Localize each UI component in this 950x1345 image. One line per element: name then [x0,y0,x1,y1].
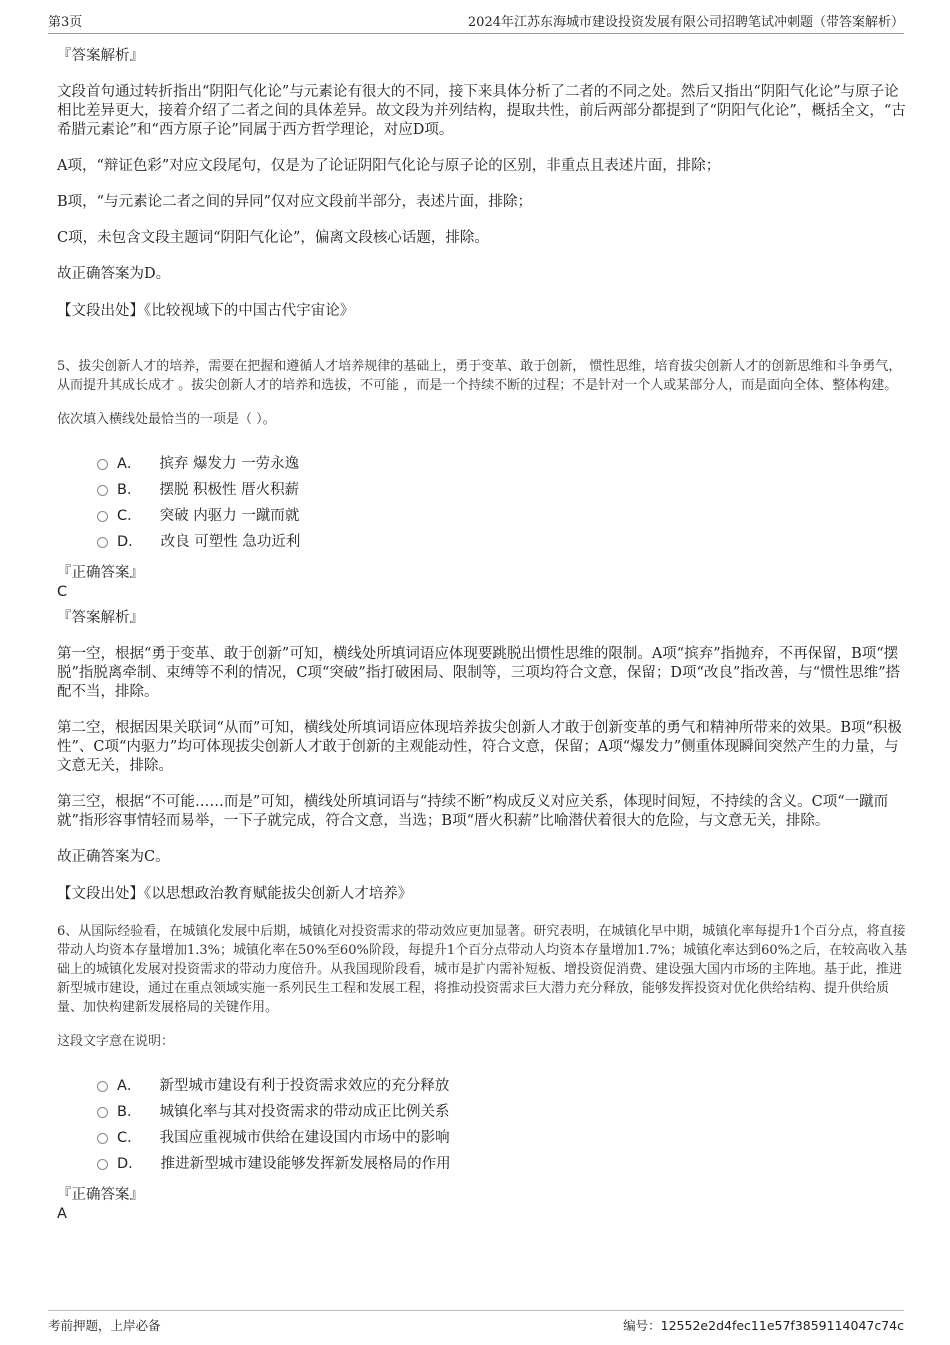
question-5-prompt: 依次填入横线处最恰当的一项是（ ）。 [57,412,276,427]
option-c[interactable]: C． 我国应重视城市供给在建设国内市场中的影响 [97,1123,907,1149]
question-6-options [97,1071,907,1175]
analysis-label: 『答案解析』 [57,610,144,626]
analysis-paragraph: 文段首句通过转折指出“阴阳气化论”与元素论有很大的不同，接下来具体分析了二者的不同之处。然后又指出“阴阳气化论”与原子论相比差异更大，接着介绍了二者之间的具体差异。故文段为并列结构，提取共性，前后两部分都提到了“阴阳气化论”，概括全文，“古希腊元素论”和“西方原子论”同属于西方哲学理论，对应D项。 [57,84,906,138]
radio-icon[interactable] [97,537,108,548]
document-id: 编号：12552e2d4fec11e57f3859114047c74c [623,1318,904,1333]
question-5-options [97,449,907,553]
document-title: 2024年江苏东海城市建设投资发展有限公司招聘笔试冲刺题（带答案解析） [467,15,904,30]
page-footer [48,1310,904,1334]
correct-answer-label: 『正确答案』 [57,1187,144,1203]
passage-source: 【文段出处】《以思想政治教育赋能拔尖创新人才培养》 [57,886,413,902]
option-d[interactable]: D． 推进新型城市建设能够发挥新发展格局的作用 [97,1149,907,1175]
analysis-paragraph: B项，“与元素论二者之间的异同”仅对应文段前半部分，表述片面，排除； [57,194,532,210]
analysis-paragraph: 第三空，根据“不可能……而是”可知，横线处所填词语与“持续不断”构成反义对应关系，体现时间短，不持续的含义。C项“一蹴而就”指形容事情轻而易举，一下子就完成，符合文意，当选；B项“厝火积薪”比喻潜伏着很大的危险，与文意无关，排除。 [57,794,889,829]
analysis-paragraph: A项，“辩证色彩”对应文段尾句，仅是为了论证阴阳气化论与原子论的区别，非重点且表述片面，排除； [57,158,721,174]
analysis-paragraph: 第二空，根据因果关联词“从而”可知，横线处所填词语应体现培养拔尖创新人才敢于创新变革的勇气和精神所带来的效果。B项“积极性”、C项“内驱力”均可体现拔尖创新人才敢于创新的主观能动性，符合文意，保留；A项“爆发力”侧重体现瞬间突然产生的力量，与文意无关，排除。 [57,720,902,774]
radio-icon[interactable] [97,1081,108,1092]
page-content [57,46,907,1224]
option-a[interactable]: A． 新型城市建设有利于投资需求效应的充分释放 [97,1071,907,1097]
correct-answer-label: 『正确答案』 [57,565,144,581]
analysis-paragraph: 故正确答案为D。 [57,266,171,282]
radio-icon[interactable] [97,1107,108,1118]
question-5-text: 5、拔尖创新人才的培养，需要在把握和遵循人才培养规律的基础上，勇于变革、敢于创新， 惯性思维，培育拔尖创新人才的创新思维和斗争勇气，从而提升其成长成才 。拔尖创新人才的培养和选拔，不可能 ，而是一个持续不断的过程；不是针对一个人或某部分人，而是面向全体、整体构建。 [57,359,902,393]
analysis-paragraph: C项，未包含文段主题词“阴阳气化论”，偏离文段核心话题，排除。 [57,230,489,246]
correct-answer: A [57,1206,67,1222]
footer-slogan: 考前押题，上岸必备 [48,1318,161,1333]
radio-icon[interactable] [97,485,108,496]
option-d[interactable]: D． 改良 可塑性 急功近利 [97,527,907,553]
passage-source: 【文段出处】《比较视域下的中国古代宇宙论》 [57,303,355,319]
analysis-paragraph: 第一空，根据“勇于变革、敢于创新”可知，横线处所填词语应体现要跳脱出惯性思维的限制。A项“摈弃”指抛弃，不再保留，B项“摆脱”指脱离牵制、束缚等不利的情况，C项“突破”指打破困局、限制等，三项均符合文意，保留；D项“改良”指改善，与“惯性思维”搭配不当，排除。 [57,646,901,700]
radio-icon[interactable] [97,1133,108,1144]
page-number: 第3页 [48,15,83,30]
option-a[interactable]: A． 摈弃 爆发力 一劳永逸 [97,449,907,475]
option-c[interactable]: C． 突破 内驱力 一蹴而就 [97,501,907,527]
page-header [48,12,904,34]
radio-icon[interactable] [97,1159,108,1170]
question-6-text: 6、从国际经验看，在城镇化发展中后期，城镇化对投资需求的带动效应更加显著。研究表明，在城镇化早中期，城镇化率每提升1个百分点，将直接带动人均资本存量增加1.3%；城镇化率在50%至60%阶段，每提升1个百分点带动人均资本存量增加1.7%；城镇化率达到60%之后，在较高收入基础上的城镇化发展对投资需求的带动力度倍升。从我国现阶段看，城市是扩内需补短板、增投资促消费、建设强大国内市场的主阵地。基于此，推进新型城市建设，通过在重点领域实施一系列民生工程和发展工程，将推动投资需求巨大潜力充分释放，能够发挥投资对优化供给结构、提升供给质量、加快构建新发展格局的关键作用。 [57,924,908,1015]
analysis-paragraph: 故正确答案为C。 [57,849,170,865]
option-b[interactable]: B． 摆脱 积极性 厝火积薪 [97,475,907,501]
correct-answer: C [57,584,68,600]
radio-icon[interactable] [97,511,108,522]
option-b[interactable]: B． 城镇化率与其对投资需求的带动成正比例关系 [97,1097,907,1123]
analysis-label: 『答案解析』 [57,48,144,64]
question-6-prompt: 这段文字意在说明： [57,1034,175,1049]
radio-icon[interactable] [97,459,108,470]
